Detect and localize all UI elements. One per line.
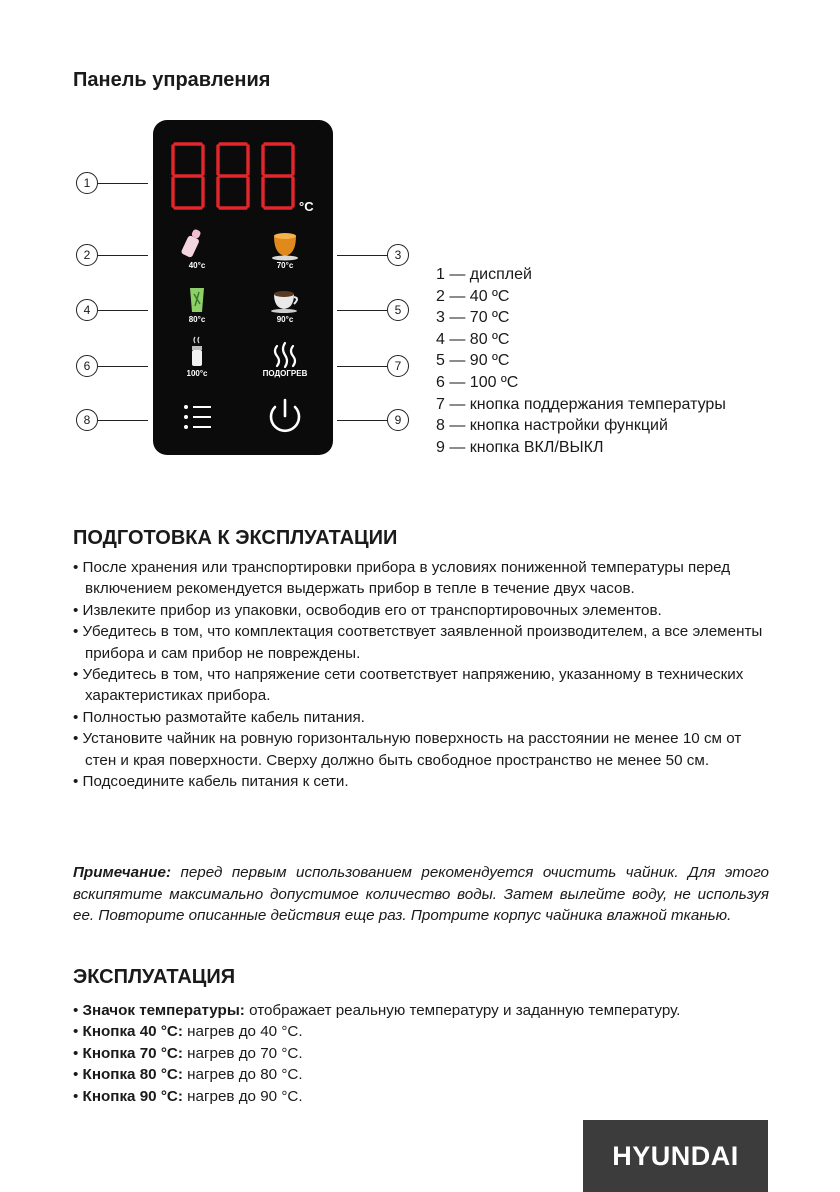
baby-bottle-icon (181, 228, 202, 258)
item-text: нагрев до 70 °С. (182, 1044, 303, 1062)
leader-line (98, 366, 148, 367)
list-item (73, 1064, 773, 1085)
legend-item: 9 — кнопка ВКЛ/ВЫКЛ (436, 438, 604, 456)
prep-list (73, 557, 773, 792)
callout-8: 8 (76, 409, 98, 431)
leader-line (98, 183, 148, 184)
callout-2: 2 (76, 244, 98, 266)
legend-item: 6 — 100 ºC (436, 373, 519, 391)
legend-item: 4 — 80 ºC (436, 330, 510, 348)
tea-cup-icon (272, 233, 298, 261)
prep-heading: ПОДГОТОВКА К ЭКСПЛУАТАЦИИ (73, 527, 398, 549)
item-label: Значок температуры: (82, 1002, 245, 1019)
legend-item: 7 — кнопка поддержания температуры (436, 395, 726, 413)
item-label: Кнопка 80 °С: (82, 1066, 183, 1084)
hot-drink-icon (192, 337, 202, 366)
button-80-label: 80°c (188, 315, 206, 324)
callout-7: 7 (387, 355, 409, 377)
legend-item: 3 — 70 ºC (436, 309, 510, 327)
display-digit-2 (218, 144, 248, 208)
brand-logo: HYUNDAI (583, 1120, 768, 1192)
legend-item: 1 — дисплей (436, 266, 532, 283)
button-90-label: 90°c (276, 315, 294, 324)
legend-item: 2 — 40 ºC (436, 287, 510, 305)
list-item: • Убедитесь в том, что комплектация соответствует заявленной производителем, а все элементы прибора и сам прибор не повреждены. (73, 621, 773, 664)
note-text: перед первым использованием рекомендуется очистить чайник. Для этого вскипятите максимально допустимое количество воды. Затем вылейте воду, не используя ее. Повторите описанные действия еще раз. Протрите корпус чайника влажной тканью. (73, 864, 769, 925)
leader-line (337, 310, 387, 311)
leader-line (98, 310, 148, 311)
list-item: • Извлеките прибор из упаковки, освободив его от транспортировочных элементов. (73, 600, 773, 621)
leader-line (337, 255, 387, 256)
leader-line (98, 420, 148, 421)
callout-4: 4 (76, 299, 98, 321)
list-item: • Подсоедините кабель питания к сети. (73, 771, 773, 792)
display-digit-3 (263, 144, 293, 208)
callout-6: 6 (76, 355, 98, 377)
button-70-label: 70°c (276, 261, 294, 270)
item-text: нагрев до 80 °С. (182, 1066, 303, 1084)
list-item: • Установите чайник на ровную горизонтальную поверхность на расстоянии не менее 10 см от стен и края поверхности. Сверху должно быть свободное пространство не менее 50 см. (73, 728, 773, 771)
coffee-cup-icon (271, 291, 297, 313)
button-40-label: 40°c (188, 261, 206, 270)
list-item (73, 1021, 773, 1042)
control-panel (153, 120, 333, 455)
panel-graphics (153, 120, 333, 455)
panel-legend (436, 264, 726, 458)
list-item (73, 1086, 773, 1107)
display-digit-1 (173, 144, 203, 208)
green-tea-icon (190, 288, 204, 312)
list-item: • После хранения или транспортировки прибора в условиях пониженной температуры перед включением рекомендуется выдержать прибор в тепле в течение двух часов. (73, 557, 773, 600)
note-label: Примечание: (73, 864, 172, 881)
button-100-label: 100°c (186, 369, 208, 378)
item-label: Кнопка 40 °С: (82, 1023, 183, 1041)
display-digits (173, 144, 293, 208)
page-title: Панель управления (73, 69, 271, 91)
power-icon (271, 400, 299, 431)
legend-item: 5 — 90 ºC (436, 352, 510, 370)
item-text: отображает реальную температуру и заданную температуру. (244, 1002, 681, 1019)
ops-heading: ЭКСПЛУАТАЦИЯ (73, 966, 236, 988)
list-item (73, 1043, 773, 1064)
item-text: нагрев до 90 °С. (182, 1087, 303, 1105)
leader-line (337, 420, 387, 421)
item-label: Кнопка 90 °С: (82, 1087, 183, 1105)
leader-line (98, 255, 148, 256)
legend-item: 8 — кнопка настройки функций (436, 417, 668, 435)
display-unit: °C (299, 199, 314, 214)
ops-list (73, 1000, 773, 1107)
item-label: Кнопка 70 °С: (82, 1044, 183, 1062)
keepwarm-label: ПОДОГРЕВ (262, 369, 308, 378)
list-item: • Полностью размотайте кабель питания. (73, 707, 773, 728)
menu-icon (184, 405, 211, 429)
leader-line (337, 366, 387, 367)
list-item (73, 1000, 773, 1021)
callout-1: 1 (76, 172, 98, 194)
steam-icon (275, 343, 295, 367)
note-paragraph (73, 862, 769, 927)
item-text: нагрев до 40 °С. (182, 1023, 303, 1041)
list-item: • Убедитесь в том, что напряжение сети соответствует напряжению, указанному в технических характеристиках прибора. (73, 664, 773, 707)
callout-9: 9 (387, 409, 409, 431)
callout-5: 5 (387, 299, 409, 321)
callout-3: 3 (387, 244, 409, 266)
